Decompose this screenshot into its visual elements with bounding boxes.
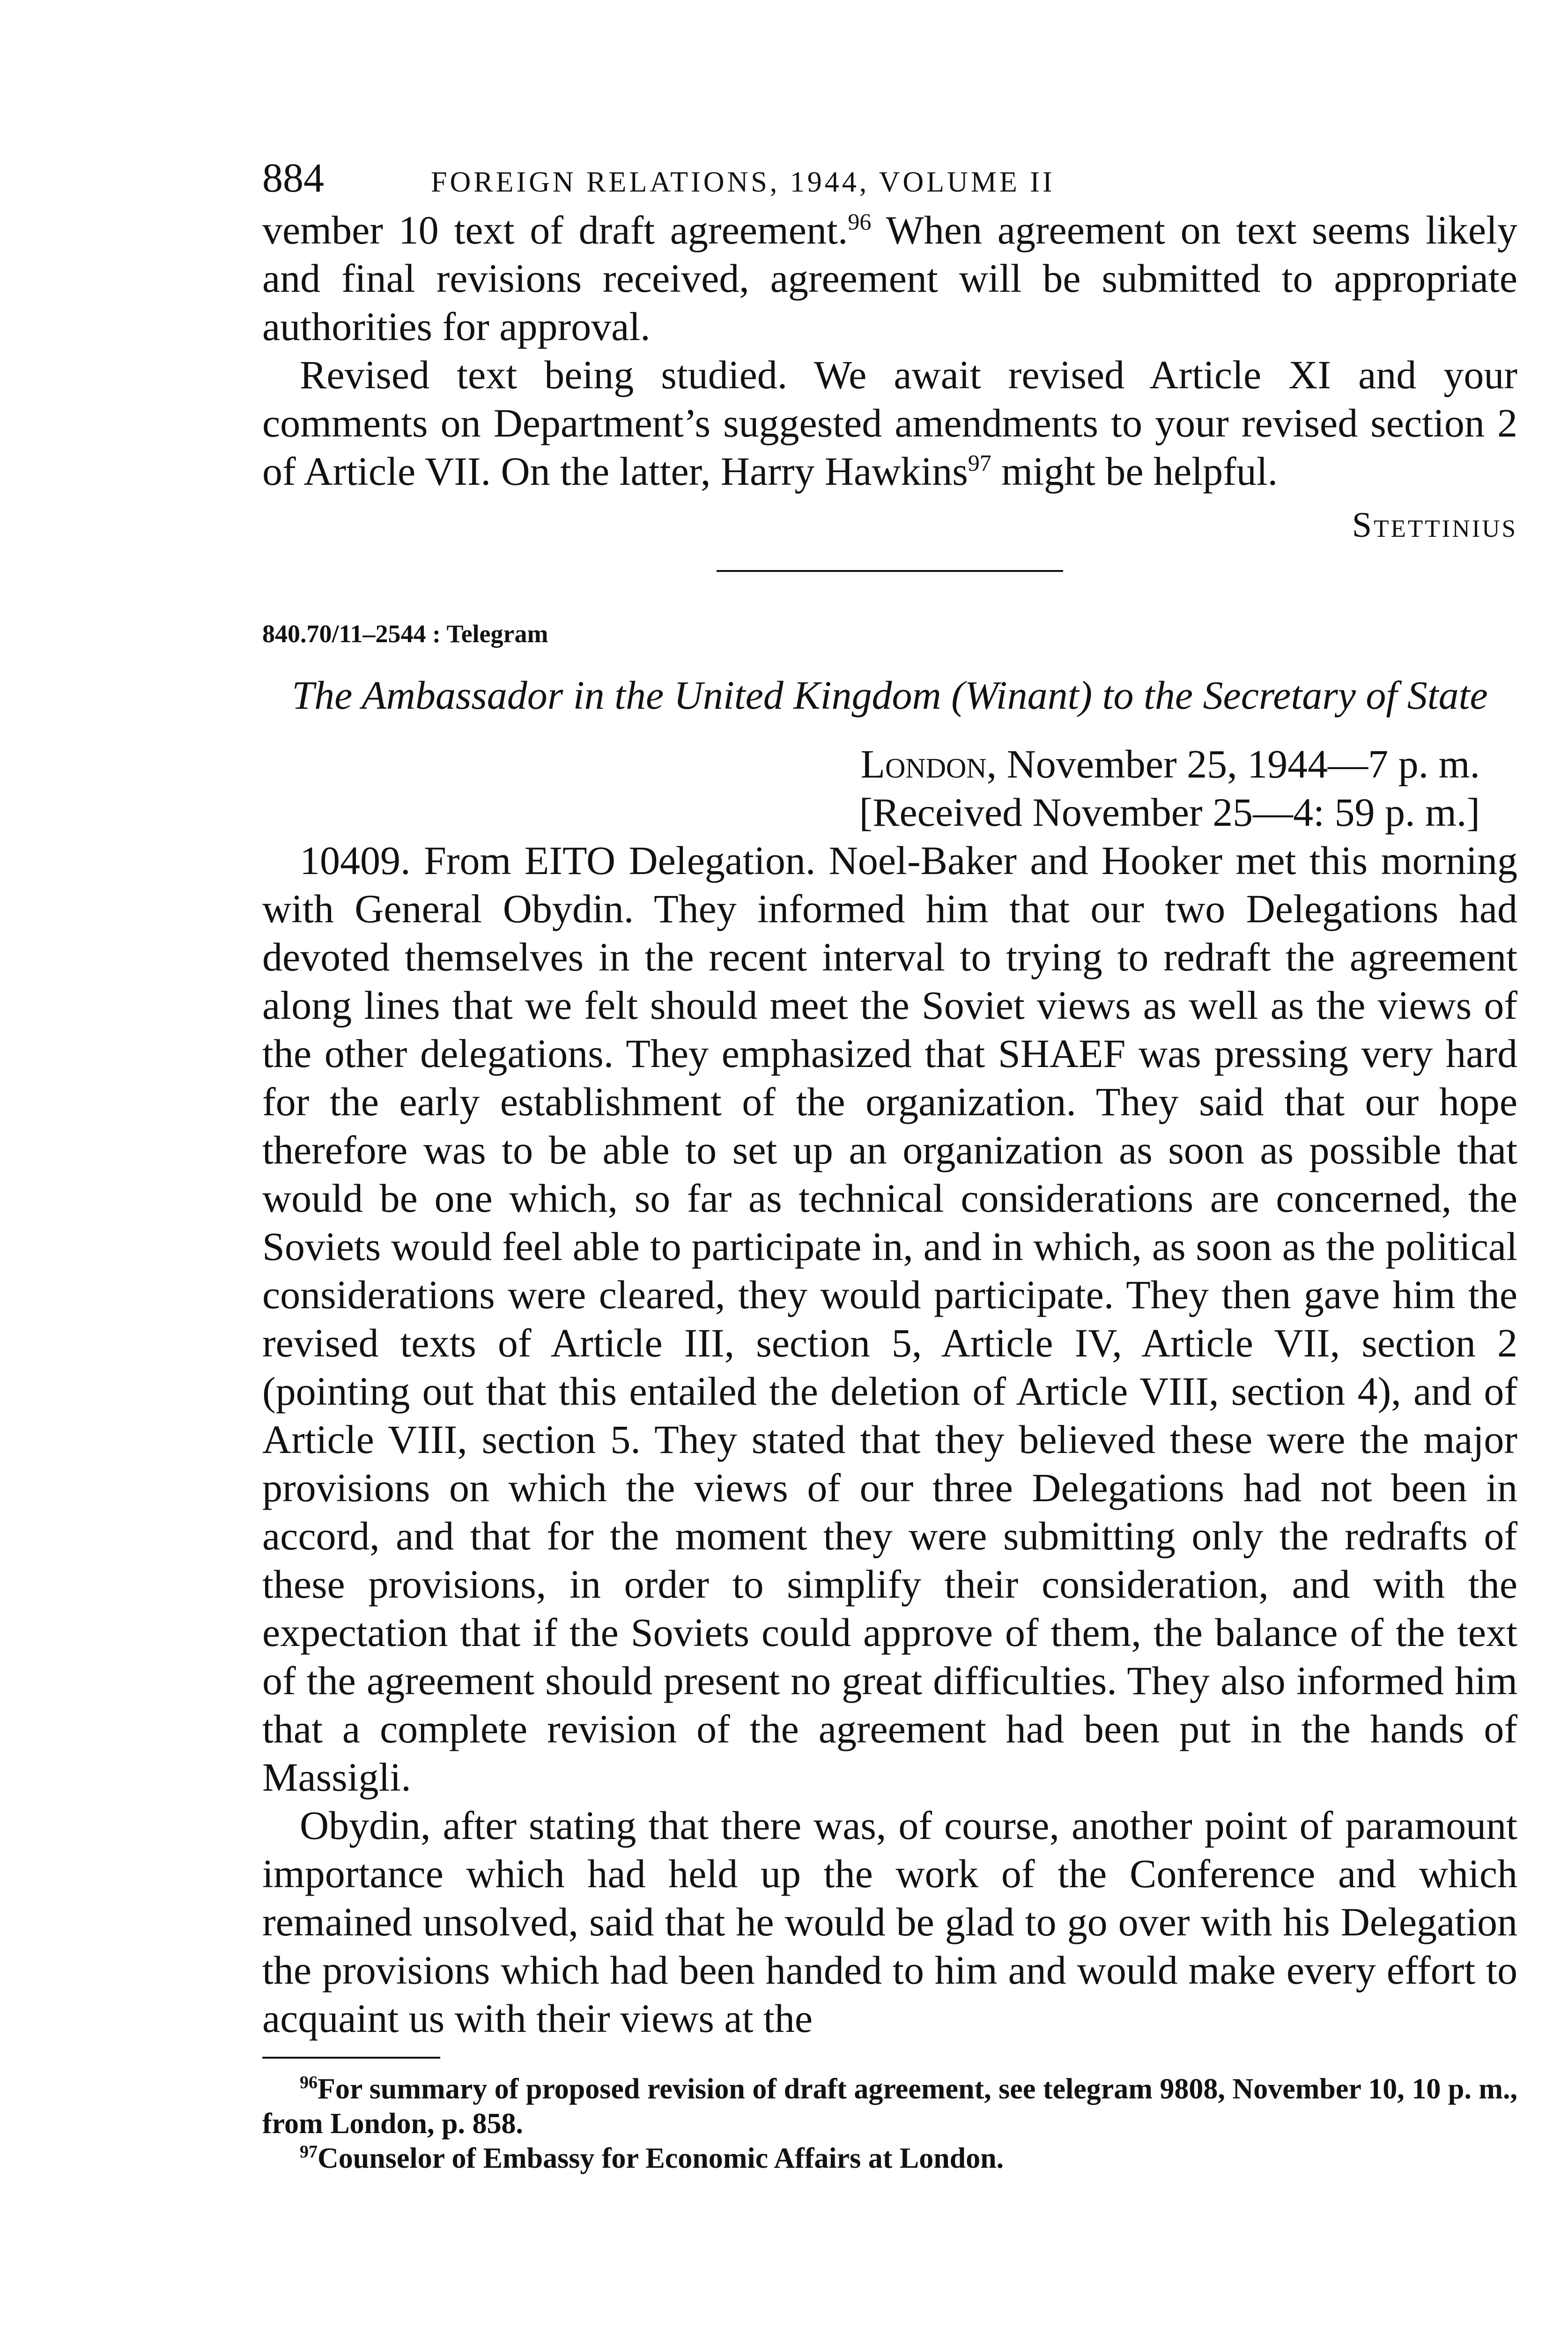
footnote-96 (262, 2072, 1517, 2141)
footnote-mark: 96 (300, 2073, 318, 2092)
dateline (262, 740, 1517, 788)
signature: Stettinius (1352, 505, 1517, 545)
continuation-paragraph-2 (262, 351, 1517, 496)
footnote-text: Counselor of Embassy for Economic Affairs at London. (318, 2142, 1004, 2174)
continuation-paragraph-1 (262, 206, 1517, 351)
running-head (262, 155, 1517, 206)
footnote-mark: 97 (300, 2142, 318, 2162)
continuation-text-1b: When agreement on text seems likely and final revisions received, agreement will be submitted to appropriate authorities for approval. (262, 208, 1517, 349)
body-paragraph: 10409. From EITO Delegation. Noel-Baker and Hooker met this morning with General Obydin. They informed him that our two Delegations had devoted themselves in the recent interval to trying to redraft the agreement along lines that we felt should meet the Soviet views as well as the views of the other delegations. They emphasized that SHAEF was pressing very hard for the early establishment of the organization. They said that our hope therefore was to be able to set up an organization as soon as possible that would be one which, so far as technical considerations are concerned, the Soviets would feel able to participate in, and in which, as soon as the political considerations were cleared, they would participate. They then gave him the revised texts of Article III, section 5, Article IV, Article VII, section 2 (pointing out that this entailed the deletion of Article VIII, section 4), and of Article VIII, section 5. They stated that they believed these were the major provisions on which the views of our three Delegations had not been in accord, and that for the moment they were submitting only the redrafts of these provisions, in order to simplify their consideration, and with the expectation that if the Soviets could approve of them, the balance of the text of the agreement should present no great difficulties. They also informed him that a complete revision of the agreement had been put in the hands of Massigli. (262, 838, 1517, 1800)
footnote-ref-97: 97 (968, 450, 991, 476)
footnote-divider (262, 2057, 440, 2059)
body-paragraph: Obydin, after stating that there was, of course, another point of paramount importance which had held up the work of the Conference and which remained unsolved, said that he would be glad to go over with his Delegation the provisions which had been handed to him and would make every effort to acquaint us with their views at the (262, 1803, 1517, 2041)
document-page (262, 155, 1517, 2176)
continuation-text-1a: vember 10 text of draft agreement. (262, 208, 848, 252)
running-head-title: FOREIGN RELATIONS, 1944, VOLUME II (431, 166, 1055, 198)
dateline-city: London (860, 741, 987, 786)
page-number: 884 (262, 156, 324, 201)
footnote-ref-96: 96 (848, 208, 872, 235)
section-divider (717, 570, 1063, 572)
document-heading: The Ambassador in the United Kingdom (Winant) to the Secretary of State (292, 673, 1488, 718)
received-line: [Received November 25—4: 59 p. m.] (859, 790, 1480, 835)
footnote-97 (262, 2141, 1517, 2176)
footnote-text: For summary of proposed revision of draft agreement, see telegram 9808, November 10, 10 p. m., from London, p. 858. (262, 2073, 1517, 2140)
continuation-text-2b: might be helpful. (991, 449, 1278, 494)
file-reference: 840.70/11–2544 : Telegram (262, 620, 548, 648)
dateline-date: , November 25, 1944—7 p. m. (986, 741, 1480, 786)
continuation-text-2a: Revised text being studied. We await revised Article XI and your comments on Department’s suggested amendments to your revised section 2 of Article VII. On the latter, Harry Hawkins (262, 352, 1517, 494)
